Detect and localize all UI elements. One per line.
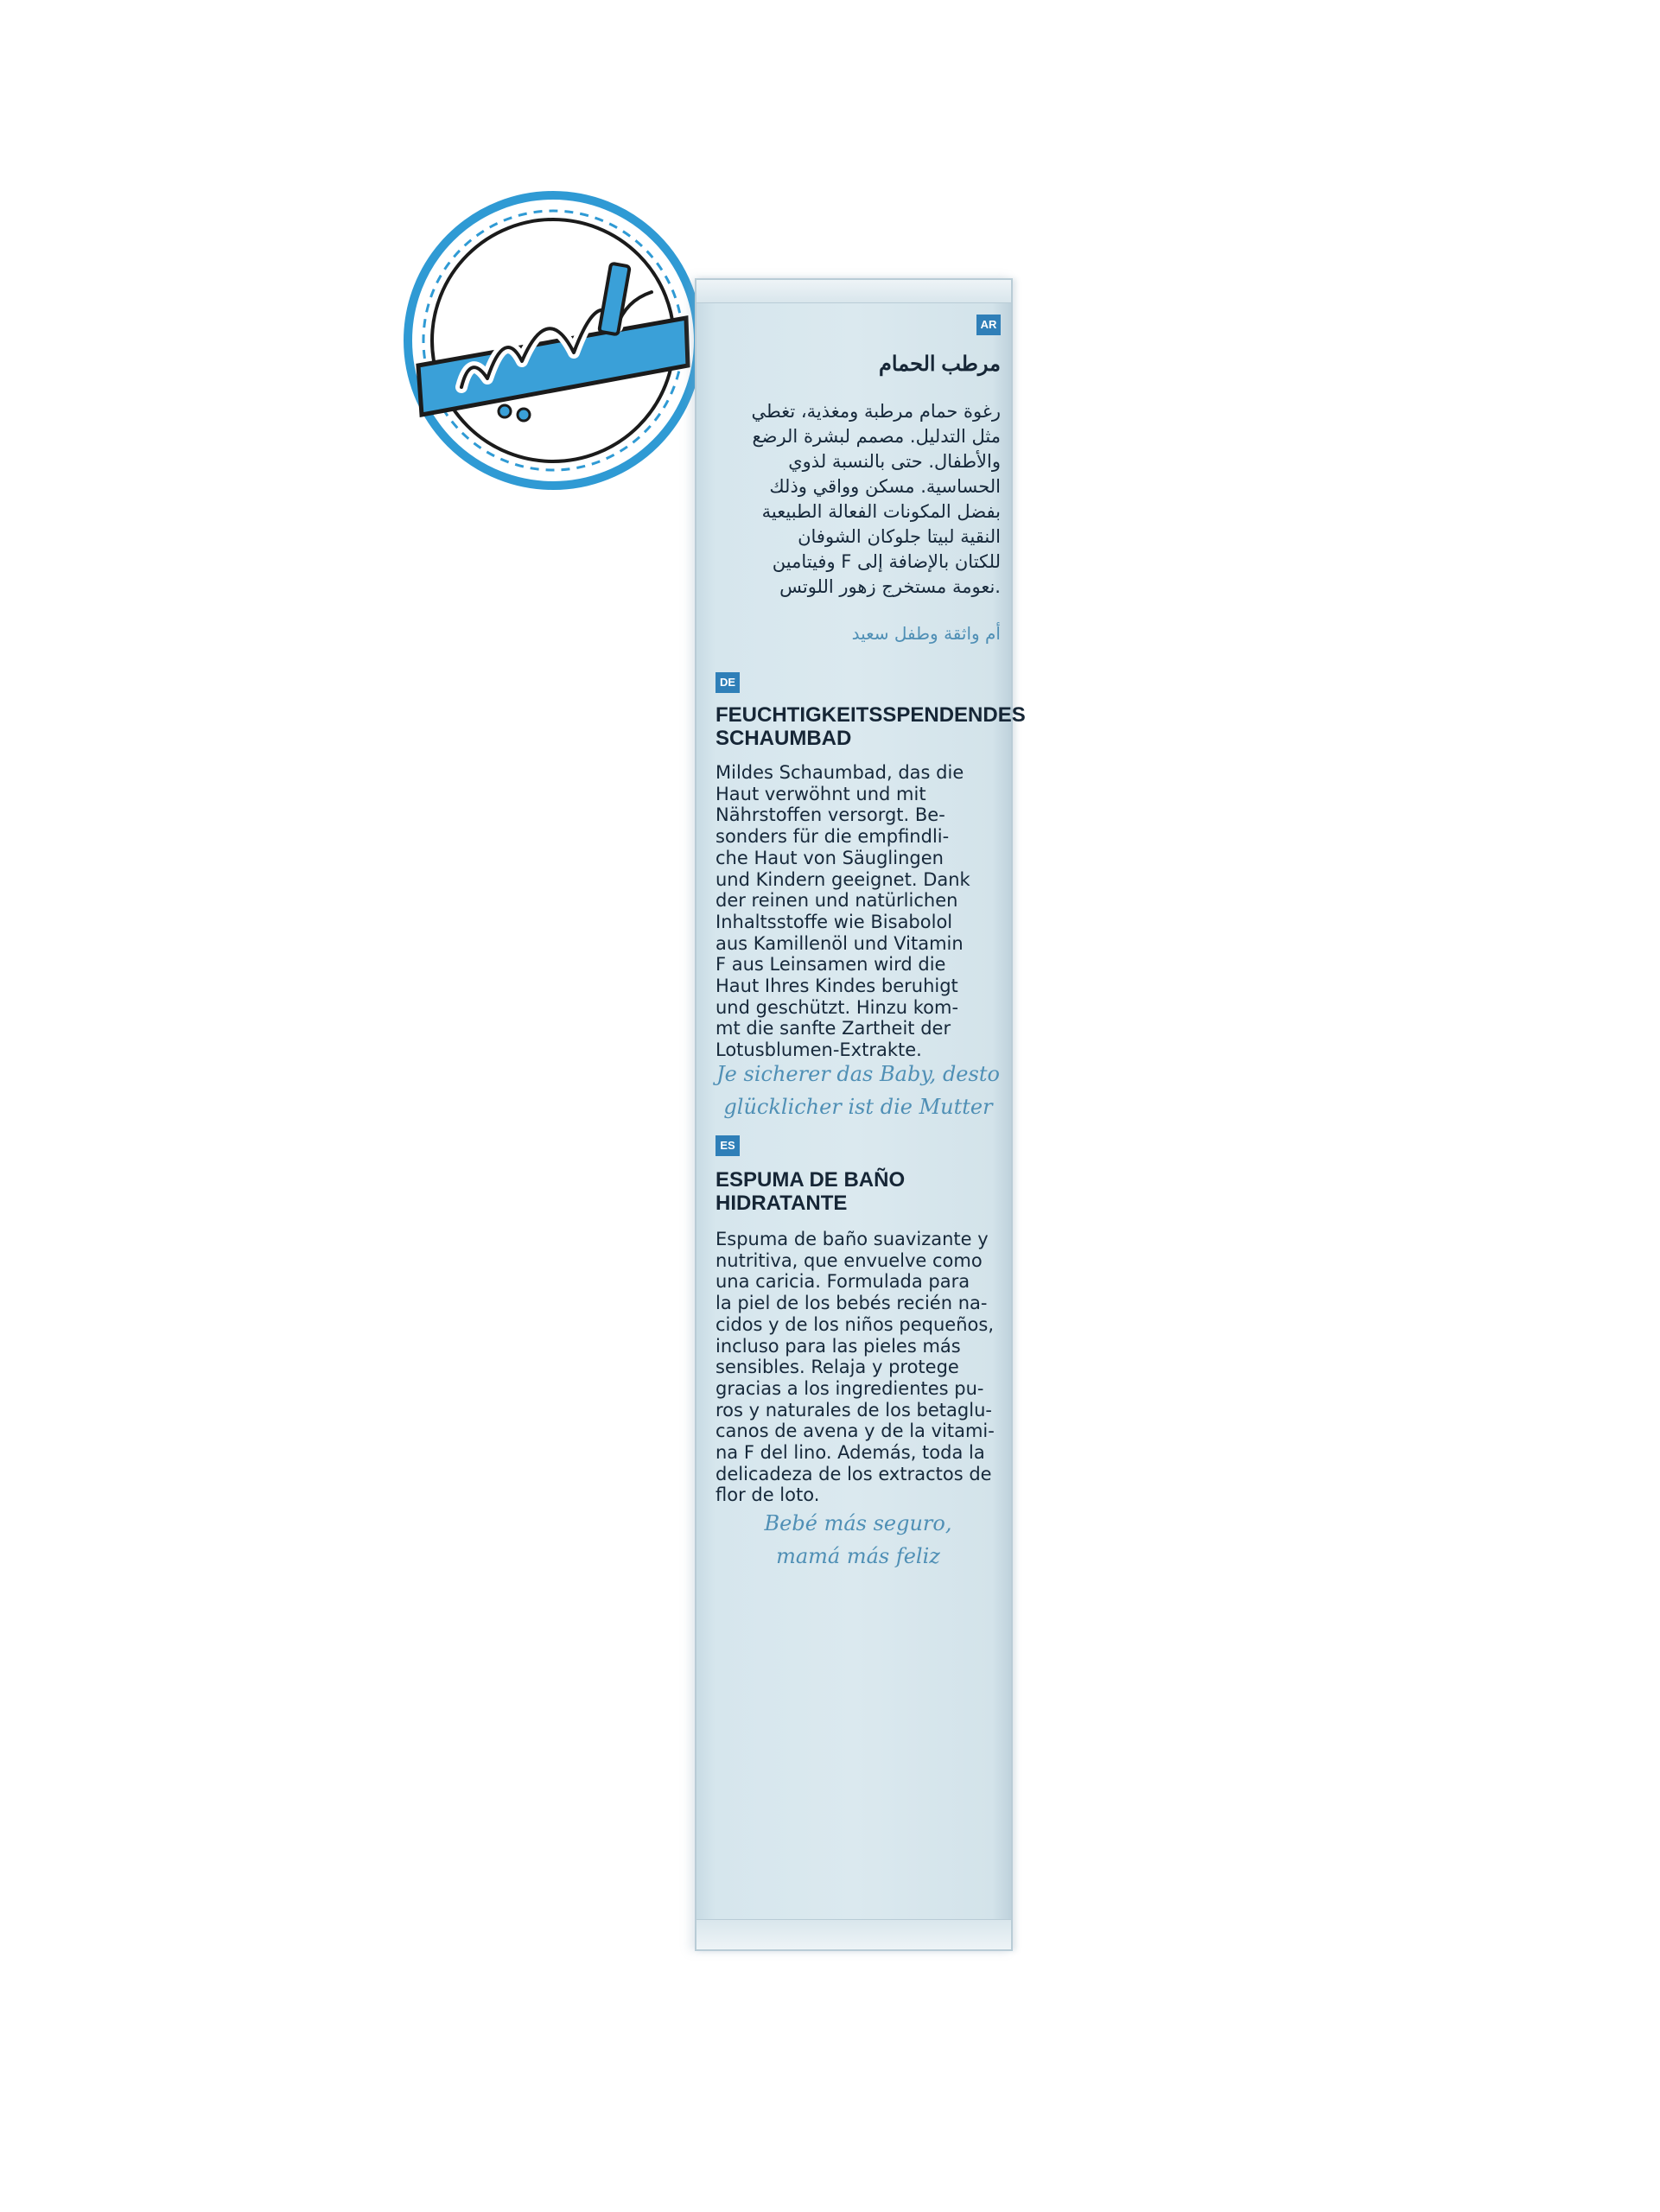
box-top-edge [696, 280, 1011, 303]
brand-logo [401, 188, 705, 493]
ar-body: رغوة حمام مرطبة ومغذية، تغطي مثل التدليل. مصمم لبشرة الرضع والأطفال. حتى بالنسبة لذوي الحساسية. مسكن وواقي وذلك بفضل المكونات الفعالة الطبيعية النقية لبيتا جلوكان الشوفان للكتان بالإضافة إلى F وفيتامين .نعومة مستخرج زهور اللوتس [751, 401, 1001, 597]
lang-badge-ar: AR [976, 315, 1001, 335]
product-box-side [695, 278, 1026, 1951]
de-body: Mildes Schaumbad, das die Haut verwöhnt und mit Nährstoffen versorgt. Be- sonders für die empfindli- che Haut von Säuglingen und Kindern geeignet. Dank der reinen und natürlichen Inhaltsstoffe wie Bisabolol aus Kamillenöl und Vitamin F aus Leinsamen wird die Haut Ihres Kindes beruhigt und geschützt. Hinzu kom- mt die sanfte Zartheit der Lotusblumen-Extrakte. [716, 762, 970, 1061]
lang-badge-es: ES [716, 1135, 740, 1156]
es-slogan: Bebé más seguro, mamá más feliz [764, 1511, 952, 1568]
box-bottom-edge [696, 1919, 1011, 1949]
ar-title: مرطب الحمام [879, 353, 1001, 376]
ar-slogan: أم واثقة وطفل سعيد [851, 623, 1001, 644]
lang-badge-de: DE [716, 672, 740, 693]
de-slogan: Je sicherer das Baby, desto glücklicher ist die Mutter [716, 1062, 1000, 1119]
es-title: ESPUMA DE BAÑO HIDRATANTE [716, 1168, 906, 1215]
logo-mark-icon [401, 188, 705, 493]
de-title: FEUCHTIGKEITSSPENDENDES SCHAUMBAD [716, 703, 1026, 750]
es-body: Espuma de baño suavizante y nutritiva, que envuelve como una caricia. Formulada para la piel de los bebés recién na- cidos y de los niños pequeños, incluso para las pieles más sensibles. Relaja y protege gracias a los ingredientes pu- ros y naturales de los betaglu- canos de avena y de la vitami- na F del lino. Además, toda la delicadeza de los extractos de flor de loto. [716, 1229, 995, 1506]
